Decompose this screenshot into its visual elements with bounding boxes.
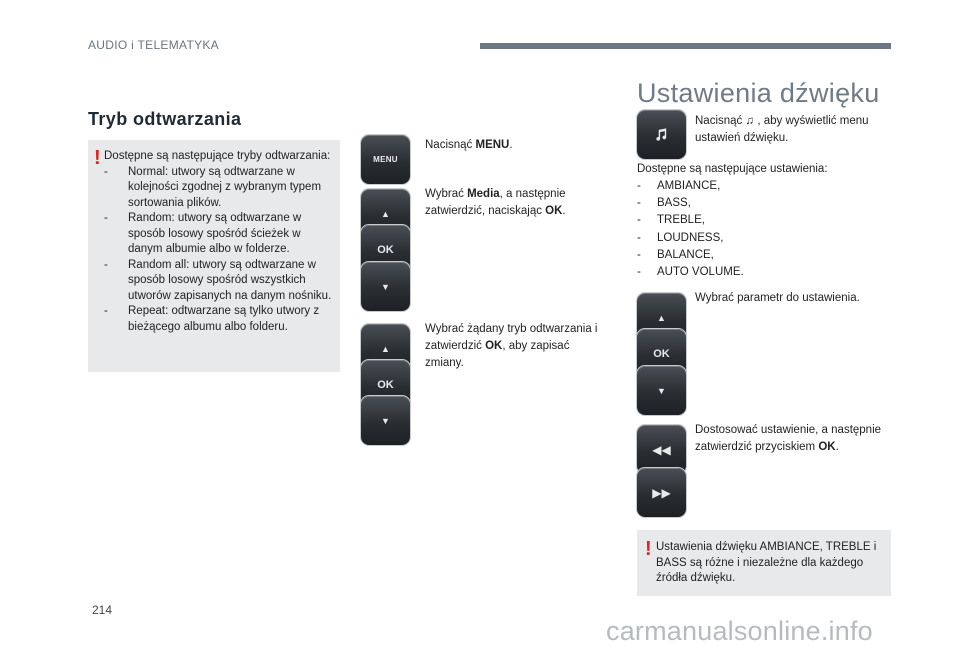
list-dash: - [637,248,641,261]
step-open-sound-menu [695,113,885,147]
list-dash: - [104,212,108,224]
step-bold: OK [485,340,503,352]
setting-name: BASS, [657,197,691,210]
list-dash: - [637,231,641,244]
settings-list [637,178,744,281]
warning-icon: ! [94,147,101,169]
setting-name: BALANCE, [657,248,714,261]
page-number: 214 [92,603,113,617]
list-item [104,258,332,305]
list-dash: - [104,165,108,178]
menu-button-image: MENU [361,135,410,184]
ok-button-image: OK [361,225,410,274]
down-arrow-icon: ▼ [361,262,410,311]
down-arrow-icon: ▼ [637,366,686,415]
setting-name: AMBIANCE, [657,180,721,192]
ok-button-image: OK [637,329,686,378]
warning-icon: ! [645,538,652,560]
step-select-playback-mode [425,321,603,372]
up-arrow-icon: ▲ [361,324,410,373]
up-arrow-icon: ▲ [637,293,686,342]
step-select-parameter: Wybrać parametr do ustawienia. [695,292,860,304]
section-label: AUDIO i TELEMATYKA [88,38,219,52]
available-settings-label: Dostępne są następujące ustawienia: [637,163,828,175]
watermark: carmanualsonline.info [606,616,873,646]
list-item [637,230,744,247]
list-item [637,264,744,281]
fast-forward-icon: ▶▶ [637,468,686,517]
setting-name: AUTO VOLUME. [657,266,744,279]
list-dash: - [104,305,108,317]
step-bold: OK [545,205,563,217]
setting-name: TREBLE, [657,214,705,227]
inline-music-note-icon: ♫ [745,115,755,127]
step-text: , aby zapisać zmiany. [425,340,570,369]
step-text: , a następnie zatwierdzić, naciskając [425,188,566,217]
list-item-text: Normal: utwory są odtwarzane w kolejności zgodnej z wybranym typem sortowania plików. [128,165,322,209]
list-item [637,247,744,264]
note-text: Ustawienia dźwięku AMBIANCE, TREBLE i BASS są różne i niezależne dla każdego źródła dźwięku. [656,541,877,584]
section-title-playback-mode: Tryb odtwarzania [88,109,242,129]
step-text: , aby wyświetlić menu ustawień dźwięku. [695,115,869,144]
list-item-text: Random: utwory są odtwarzane w sposób losowy spośród ścieżek w danym albumie albo w folderze. [128,212,302,255]
note-intro: Dostępne są następujące tryby odtwarzania: [104,150,331,162]
up-arrow-icon: ▲ [361,189,410,238]
list-dash: - [637,266,641,279]
list-dash: - [104,258,108,271]
list-dash: - [637,197,641,210]
list-item-text: Repeat: odtwarzane są tylko utwory z bieżącego albumu albo folderu. [128,305,320,333]
step-select-media [425,186,585,220]
step-text: . [562,205,566,217]
list-dash: - [637,180,641,192]
header-rule [480,43,891,49]
sound-settings-note [637,530,891,596]
step-text: Dostosować ustawienie, a następnie zatwierdzić przyciskiem [695,424,882,453]
step-press-menu [425,137,513,154]
step-text: Nacisnąć [695,115,746,127]
list-item [637,195,744,212]
ok-button-image: OK [361,360,410,409]
list-item [637,178,744,195]
list-dash: - [637,214,641,227]
playback-modes-note [88,140,340,372]
list-item [104,165,332,212]
step-bold: MENU [475,139,510,151]
setting-name: LOUDNESS, [657,231,724,244]
step-text: . [509,139,513,151]
step-text: Wybrać żądany tryb odtwarzania i zatwierdzić [425,323,598,352]
step-adjust-setting [695,422,885,456]
section-title-sound-settings: Ustawienia dźwięku [637,78,880,108]
step-bold: OK [818,441,836,453]
list-item [637,212,744,229]
step-text: Nacisnąć [425,139,476,151]
music-note-icon [637,110,686,159]
step-text: . [835,441,839,453]
list-item [104,304,332,335]
step-bold: Media [467,188,500,200]
rewind-icon: ◀◀ [637,425,686,474]
down-arrow-icon: ▼ [361,396,410,445]
list-item [104,211,332,258]
music-note-glyph [654,127,669,142]
step-text: Wybrać [425,188,468,200]
list-item-text: Random all: utwory są odtwarzane w sposób losowy spośród wszystkich utworów zapisanych na danym nośniku. [128,258,332,302]
